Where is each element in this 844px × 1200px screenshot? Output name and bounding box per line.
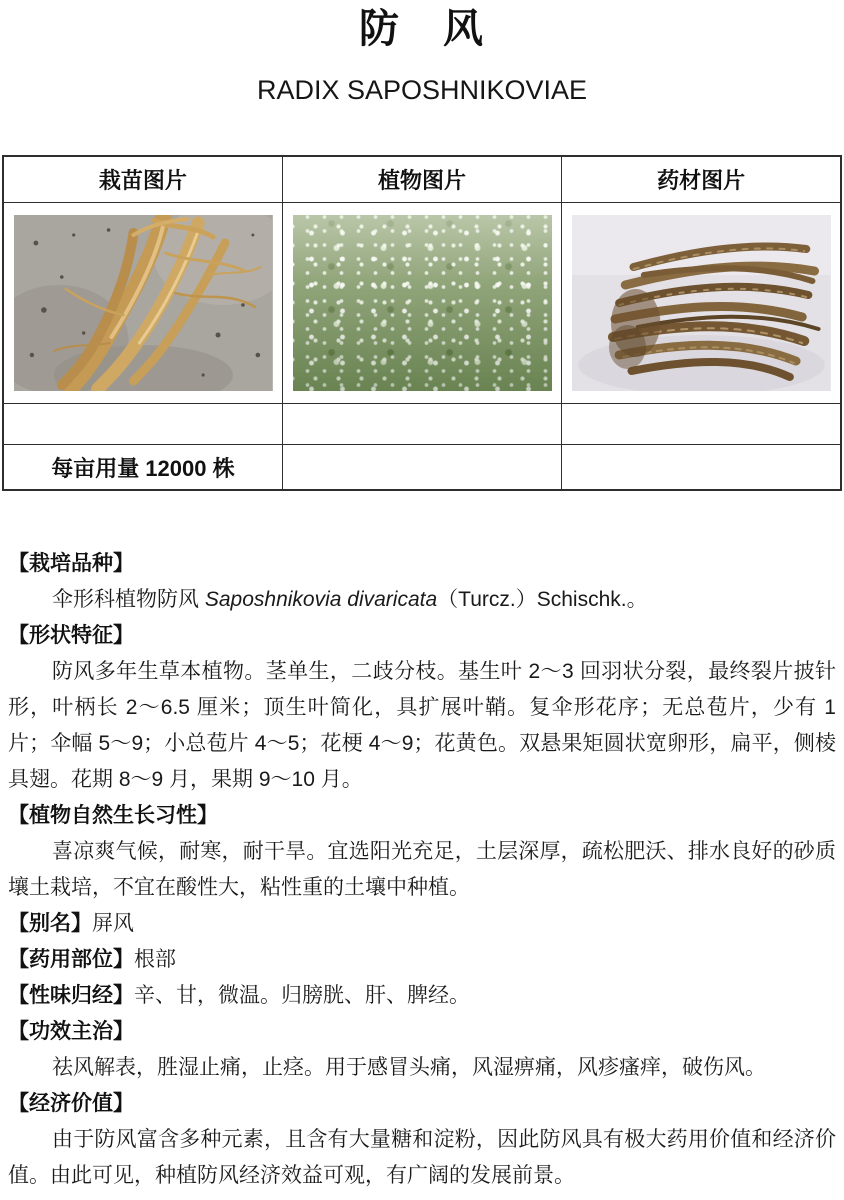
species-prefix: 伞形科植物防风 — [52, 588, 205, 611]
label-medicinal-part: 【药用部位】 — [8, 948, 134, 971]
plant-photo — [293, 215, 552, 391]
table-photo-row — [3, 203, 841, 404]
latin-title: RADIX SAPOSHNIKOVIAE — [256, 75, 588, 105]
value-medicinal-part: 根部 — [134, 948, 176, 971]
empty-cell — [562, 404, 841, 445]
header-seedling-photo: 栽苗图片 — [3, 156, 282, 203]
empty-cell — [282, 404, 561, 445]
empty-cell — [282, 445, 561, 491]
herb-photo-image — [572, 215, 831, 391]
photo-table — [2, 155, 842, 491]
header-herb-photo: 药材图片 — [562, 156, 841, 203]
paragraph-morphology: 防风多年生草本植物。茎单生，二歧分枝。基生叶 2～3 回羽状分裂，最终裂片披针形，叶柄长 2～6.5 厘米；顶生叶简化，具扩展叶鞘。复伞形花序；无总苞片，少有 1 片；伞幅 5～9；小总苞片 4～5；花梗 4～9；花黄色。双悬果矩圆状宽卵形，扁平，侧棱具翅。花期 8～9 月，果期 9～10 月。 — [8, 660, 836, 791]
table-header-row — [3, 156, 841, 203]
paragraph-economic: 由于防风富含多种元素，且含有大量糖和淀粉，因此防风具有极大药用价值和经济价值。由此可见，种植防风经济效益可观，有广阔的发展前景。 — [8, 1128, 836, 1187]
seedling-photo-image — [14, 215, 273, 391]
value-alias: 屏风 — [92, 912, 134, 935]
paragraph-cultivar — [8, 582, 836, 618]
herb-photo — [572, 215, 831, 391]
line-flavor-meridian — [8, 978, 836, 1014]
empty-cell — [562, 445, 841, 491]
section-header-habit: 【植物自然生长习性】 — [8, 804, 218, 827]
section-header-economic: 【经济价值】 — [8, 1092, 134, 1115]
cell-plant-photo — [282, 203, 561, 404]
value-flavor-meridian: 辛、甘，微温。归膀胱、肝、脾经。 — [134, 984, 470, 1007]
page-title: 防 风 — [359, 7, 485, 51]
plant-photo-image — [293, 215, 552, 391]
line-alias — [8, 906, 836, 942]
dosage-cell: 每亩用量 12000 株 — [3, 445, 282, 491]
table-empty-row — [3, 404, 841, 445]
paragraph-habit: 喜凉爽气候，耐寒，耐干旱。宜选阳光充足，土层深厚，疏松肥沃、排水良好的砂质壤土栽培，不宜在酸性大，粘性重的土壤中种植。 — [8, 840, 836, 899]
line-medicinal-part — [8, 942, 836, 978]
empty-cell — [3, 404, 282, 445]
label-alias: 【别名】 — [8, 912, 92, 935]
seedling-photo — [14, 215, 273, 391]
section-header-cultivar: 【栽培品种】 — [8, 552, 134, 575]
species-latin-name: Saposhnikovia divaricata — [204, 588, 438, 611]
table-dosage-row — [3, 445, 841, 491]
cell-herb-photo — [562, 203, 841, 404]
cell-seedling-photo — [3, 203, 282, 404]
body-text — [8, 546, 836, 1194]
header-plant-photo: 植物图片 — [282, 156, 561, 203]
species-suffix: （Turcz.）Schischk.。 — [437, 588, 648, 611]
section-header-morphology: 【形状特征】 — [8, 624, 134, 647]
paragraph-effect: 祛风解表，胜湿止痛，止痉。用于感冒头痛，风湿痹痛，风疹瘙痒，破伤风。 — [52, 1056, 766, 1079]
label-flavor-meridian: 【性味归经】 — [8, 984, 134, 1007]
section-header-effect: 【功效主治】 — [8, 1020, 134, 1043]
